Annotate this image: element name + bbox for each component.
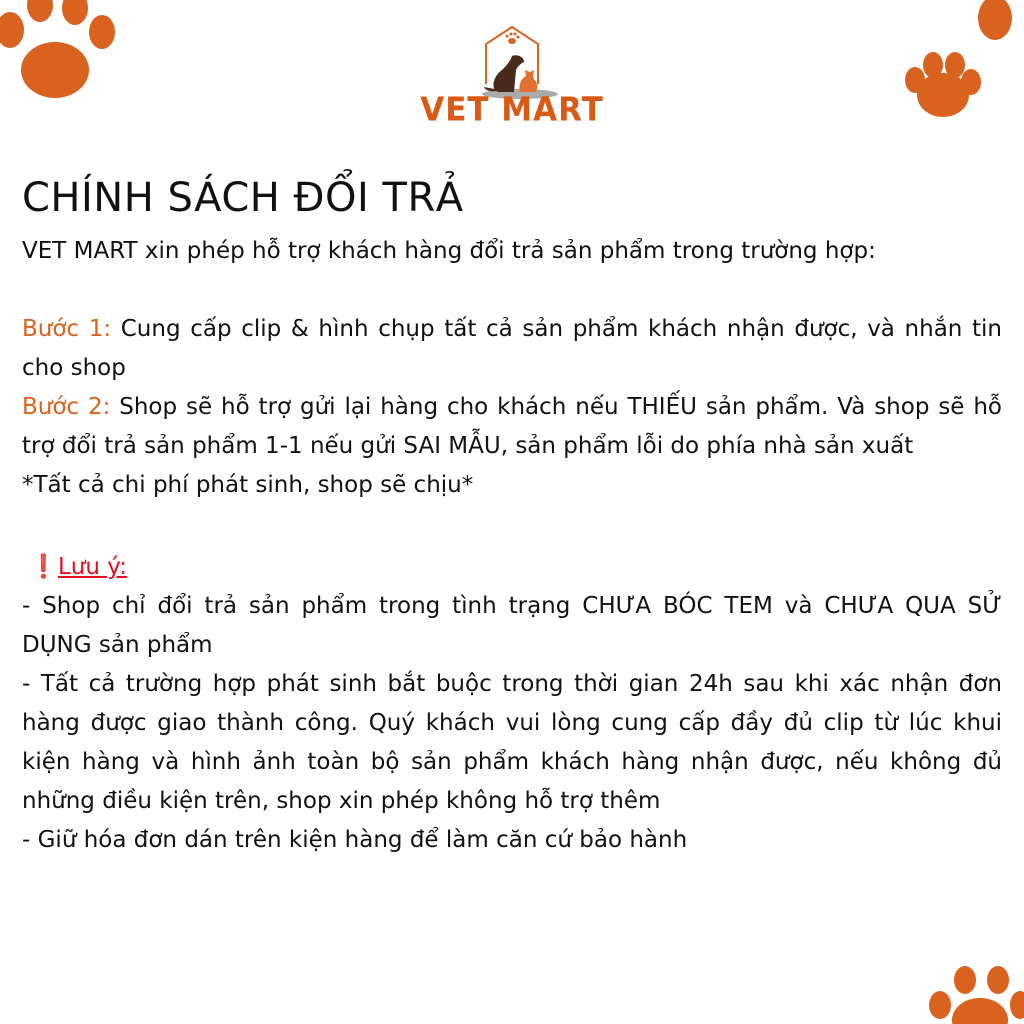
intro-text: VET MART xin phép hỗ trợ khách hàng đổi trả sản phẩm trong trường hợp: [22,238,876,264]
policy-content [22,232,1002,860]
step-text: Shop sẽ hỗ trợ gửi lại hàng cho khách nếu THIẾU sản phẩm. Và shop sẽ hỗ trợ đổi trả sản phẩm 1-1 nếu gửi SAI MẪU, sản phẩm lỗi do phía nhà sản xuất [22,394,1002,459]
note-heading: ❗Lưu ý: [29,554,127,580]
step-2 [22,388,1002,466]
step-text: Cung cấp clip & hình chụp tất cả sản phẩm khách nhận được, và nhắn tin cho shop [22,316,1002,381]
note-item: - Giữ hóa đơn dán trên kiện hàng để làm căn cứ bảo hành [22,827,688,853]
paw-print-icon [895,0,1024,150]
exclamation-icon: ❗ [29,554,58,580]
paw-print-icon [0,0,140,120]
brand-name: VET MART [420,91,604,129]
vet-mart-logo [420,22,604,132]
paw-print-icon [920,960,1024,1024]
step-label: Bước 2: [22,394,111,420]
step-1 [22,310,1002,388]
note-item: - Tất cả trường hợp phát sinh bắt buộc trong thời gian 24h sau khi xác nhận đơn hàng được giao thành công. Quý khách vui lòng cung cấp đầy đủ clip từ lúc khui kiện hàng và hình ảnh toàn bộ sản phẩm khách hàng nhận được, nếu không đủ những điều kiện trên, shop xin phép không hỗ trợ thêm [22,671,1002,814]
step-label: Bước 1: [22,316,112,342]
page-title: CHÍNH SÁCH ĐỔI TRẢ [22,175,464,221]
cost-note: *Tất cả chi phí phát sinh, shop sẽ chịu* [22,472,474,498]
note-item: - Shop chỉ đổi trả sản phẩm trong tình trạng CHƯA BÓC TEM và CHƯA QUA SỬ DỤNG sản phẩm [22,593,1002,658]
